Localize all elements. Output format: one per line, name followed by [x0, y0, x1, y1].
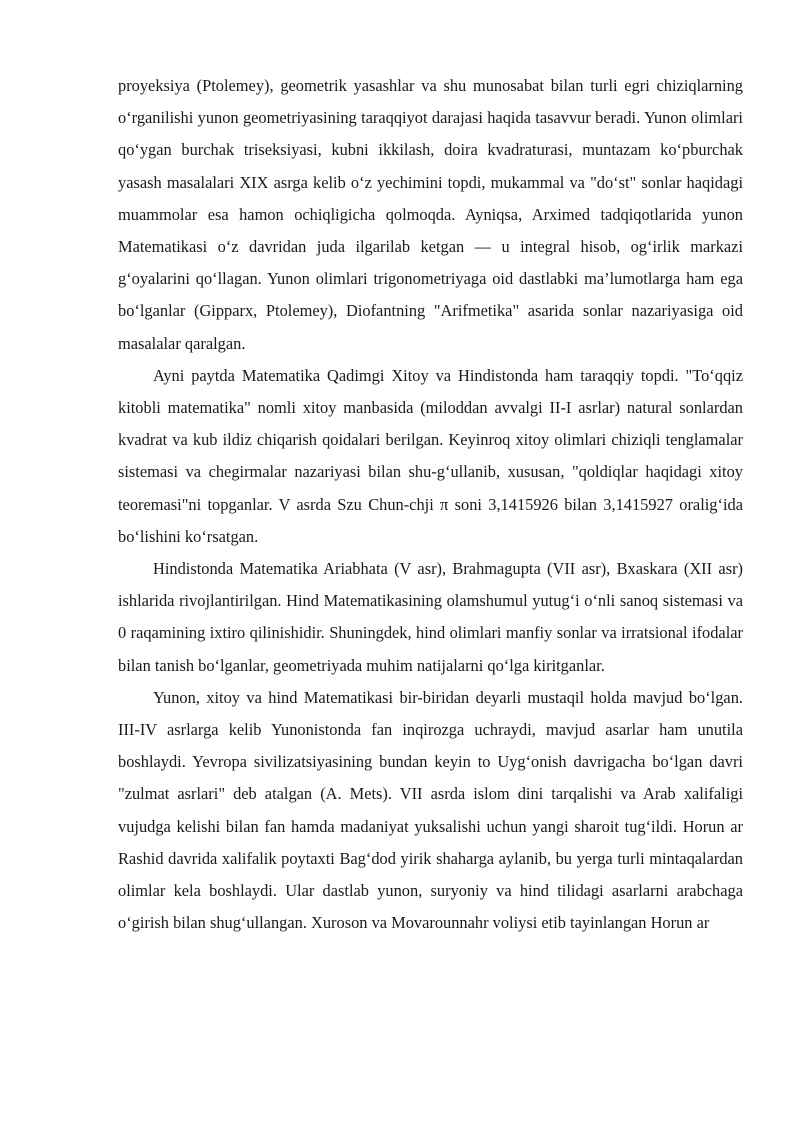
- paragraph-arab-caliphate: Yunon, xitoy va hind Matematikasi bir-biridan deyarli mustaqil holda mavjud bo‘lgan. III-IV asrlarga kelib Yunonistonda fan inqirozga uchraydi, mavjud asarlar ham unutila boshlaydi. Yevropa sivilizatsiyasining bundan keyin to Uyg‘onish davrigacha bo‘lgan davri "zulmat asrlari" deb atalgan (A. Mets). VII asrda islom dini tarqalishi va Arab xalifaligi vujudga kelishi bilan fan hamda madaniyat yuksalishi uchun yangi sharoit tug‘ildi. Horun ar Rashid davrida xalifalik poytaxti Bag‘dod yirik shaharga aylanib, bu yerga turli mintaqalardan olimlar kela boshlaydi. Ular dastlab yunon, suryoniy va hind tilidagi asarlarni arabchaga o‘girish bilan shug‘ullangan. Xuroson va Movarounnahr voliysi etib tayinlangan Horun ar: [118, 687, 743, 933]
- paragraph-china-math: Ayni paytda Matematika Qadimgi Xitoy va Hindistonda ham taraqqiy topdi. "To‘qqiz kitobli matematika" nomli xitoy manbasida (miloddan avvalgi II-I asrlar) natural sonlardan kvadrat va kub ildiz chiqarish qoidalari berilgan. Keyinroq xitoy olimlari chiziqli tenglamalar sistemasi va chegirmalar nazariyasi bilan shu-g‘ullanib, xususan, "qoldiqlar haqidagi xitoy teoremasi"ni topganlar. V asrda Szu Chun-chji π soni 3,1415926 bilan 3,1415927 oralig‘ida bo‘lishini ko‘rsatgan.: [118, 365, 743, 546]
- paragraph-greek-geometry: proyeksiya (Ptolemey), geometrik yasashlar va shu munosabat bilan turli egri chiziqlarning o‘rganilishi yunon geometriyasining taraqqiyot darajasi haqida tasavvur beradi. Yunon olimlari qo‘ygan burchak triseksiyasi, kubni ikkilash, doira kvadraturasi, muntazam ko‘pburchak yasash masalalari XIX asrga kelib o‘z yechimini topdi, mukammal va "do‘st" sonlar haqidagi muammolar esa hamon ochiqligicha qolmoqda. Ayniqsa, Arximed tadqiqotlarida yunon Matematikasi o‘z davridan juda ilgarilab ketgan — u integral hisob, og‘irlik markazi g‘oyalarini qo‘llagan. Yunon olimlari trigonometriyaga oid dastlabki ma’lumotlarga ham ega bo‘lganlar (Gipparx, Ptolemey), Diofantning "Arifmetika" asarida sonlar nazariyasiga oid masalalar qaralgan.: [118, 76, 743, 353]
- paragraph-india-math: Hindistonda Matematika Ariabhata (V asr), Brahmagupta (VII asr), Bxaskara (XII asr) ishlarida rivojlantirilgan. Hind Matematikasining olamshumul yutug‘i o‘nli sanoq sistemasi va 0 raqamining ixtiro qilinishidir. Shuningdek, hind olimlari manfiy sonlar va irratsional ifodalar bilan tanish bo‘lganlar, geometriyada muhim natijalarni qo‘lga kiritganlar.: [118, 559, 743, 675]
